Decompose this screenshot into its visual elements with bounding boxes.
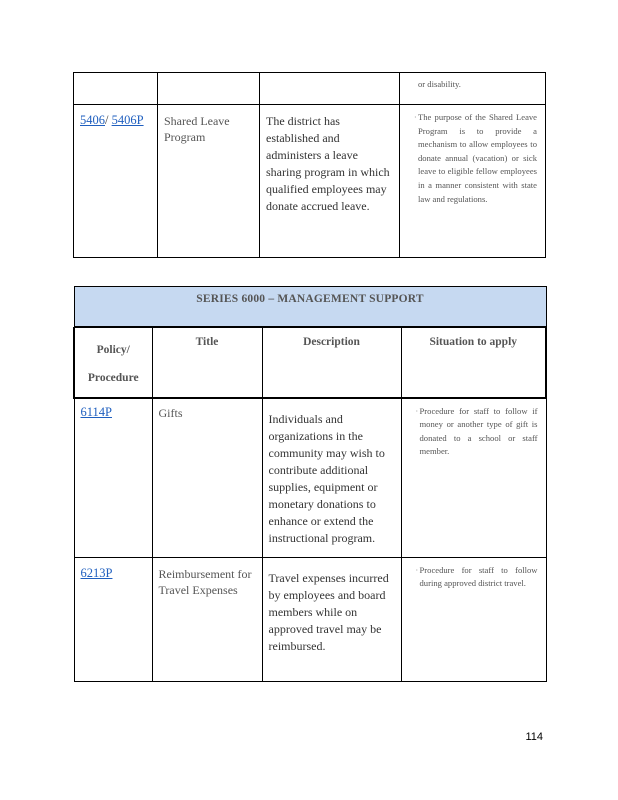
title-cell [152,557,262,681]
bullet-icon: · [414,113,417,122]
policy-link-5406[interactable]: 5406 [80,113,105,127]
table-row [74,398,546,558]
table-row [74,105,546,258]
header-policy [74,328,152,398]
bullet-icon: · [415,565,419,575]
situation-text: Procedure for staff to follow if money or another type of gift is donated to a school or staff member. [419,405,538,457]
row-title: Gifts [158,405,183,420]
title-cell [158,73,260,105]
procedure-link-6114p[interactable]: 6114P [80,404,112,419]
table-row [74,73,546,105]
page-number: 114 [525,731,543,743]
policy-table-continued [73,72,546,258]
situation-cell [400,73,546,105]
header-policy-line1: Policy/ [96,344,130,356]
row-description: Travel expenses incurred by employees and board members while on approved travel may be reimbursed. [268,570,389,653]
series-title: SERIES 6000 – MANAGEMENT SUPPORT [75,287,546,327]
policy-cell [74,105,158,258]
header-title: Title [152,328,262,398]
policy-cell [74,557,152,681]
situation-text: or disability. [418,79,461,89]
situation-text: The purpose of the Shared Leave Program is to provide a mechanism to allow employees to donate annual (vacation) or sick leave to eligible fellow employees in a manner consistent with state law and regulations. [418,112,537,204]
description-cell [262,557,401,681]
row-description: The district has established and administers a leave sharing program in which qualified employees may donate accrued leave. [266,114,390,213]
header-description: Description [262,328,401,398]
title-cell [158,105,260,258]
row-description: Individuals and organizations in the community may wish to contribute additional supplies, equipment or monetary donations to enhance or extend the instructional program. [268,411,385,545]
table-row [74,557,546,681]
description-cell [260,105,400,258]
series-header-row [74,287,546,328]
policy-cell [74,73,158,105]
situation-text: Procedure for staff to follow during approved district travel. [419,564,538,589]
row-title: Shared Leave Program [164,114,230,144]
procedure-link-6213p[interactable]: 6213P [80,565,113,580]
description-cell [262,398,401,558]
bullet-icon: · [415,406,419,416]
policy-cell [74,398,152,558]
series-header-cell [74,287,546,328]
row-title: Reimbursement for Travel Expenses [158,566,252,597]
situation-cell [400,105,546,258]
policy-separator: / [105,113,109,127]
procedure-link-5406p[interactable]: 5406P [111,113,144,127]
series-6000-table [73,286,547,682]
title-cell [152,398,262,558]
header-policy-line2: Procedure [87,372,139,384]
column-header-row [74,328,546,398]
header-situation: Situation to apply [401,328,546,398]
description-cell [260,73,400,105]
situation-cell [401,398,546,558]
situation-cell [401,557,546,681]
